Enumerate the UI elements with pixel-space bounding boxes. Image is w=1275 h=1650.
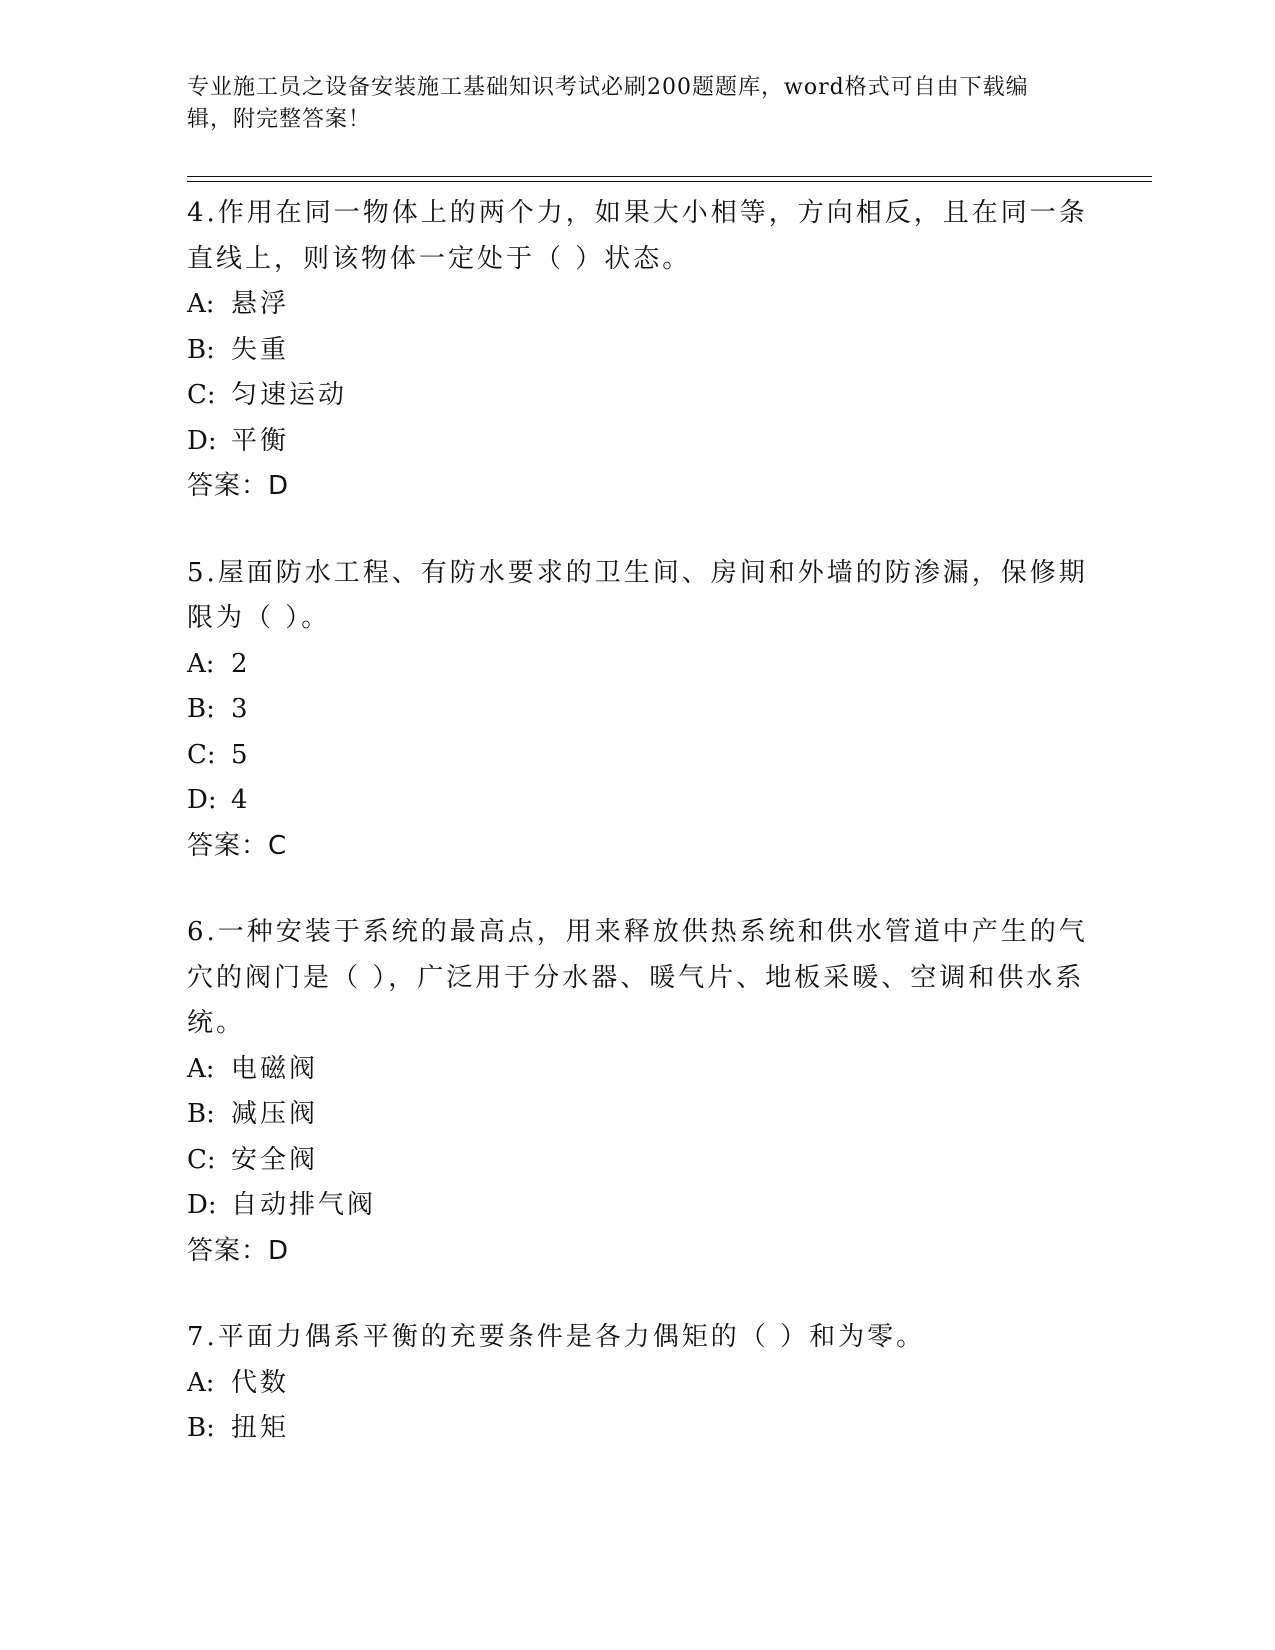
option-a — [187, 1361, 1107, 1407]
option-text: 代数 — [231, 1367, 290, 1398]
option-d — [187, 419, 1107, 465]
answer-line: 答案：C — [187, 830, 288, 861]
option-text: 3 — [231, 694, 251, 724]
question-5 — [187, 550, 1107, 870]
option-text: 悬浮 — [231, 289, 290, 319]
question-4 — [187, 190, 1107, 510]
option-letter: C: — [187, 739, 216, 770]
question-stem: 4.作用在同一物体上的两个力，如果大小相等，方向相反，且在同一条直线上，则该物体一定处于（ ）状态。 — [187, 198, 1088, 274]
question-list — [187, 190, 1107, 1492]
option-letter: B: — [187, 1413, 215, 1443]
option-letter: B: — [187, 334, 215, 365]
header-divider-top — [187, 176, 1152, 177]
option-text: 自动排气阀 — [231, 1190, 377, 1220]
option-d — [187, 1183, 1107, 1229]
question-6 — [187, 909, 1107, 1274]
option-text: 匀速运动 — [231, 380, 348, 410]
option-letter: C: — [187, 380, 216, 410]
question-stem: 7.平面力偶系平衡的充要条件是各力偶矩的（ ）和为零。 — [187, 1322, 926, 1352]
answer-line: 答案：D — [187, 471, 290, 501]
option-c — [187, 373, 1107, 419]
option-letter: A: — [187, 648, 215, 679]
option-letter: D: — [187, 785, 217, 815]
option-c — [187, 733, 1107, 779]
option-a — [187, 642, 1107, 688]
option-d — [187, 778, 1107, 824]
option-text: 失重 — [231, 334, 290, 365]
answer-line: 答案：D — [187, 1235, 290, 1266]
option-letter: A: — [187, 1053, 215, 1084]
option-a — [187, 282, 1107, 328]
option-b — [187, 687, 1107, 733]
option-letter: A: — [187, 1367, 215, 1398]
option-text: 电磁阀 — [231, 1053, 319, 1084]
option-text: 安全阀 — [231, 1144, 319, 1175]
option-letter: C: — [187, 1144, 216, 1175]
document-title: 专业施工员之设备安装施工基础知识考试必刷200题题库，word格式可自由下载编辑，附完整答案！ — [187, 75, 1029, 132]
option-text: 减压阀 — [231, 1099, 319, 1129]
option-text: 平衡 — [231, 425, 290, 456]
option-letter: D: — [187, 1190, 217, 1220]
option-text: 扭矩 — [231, 1413, 290, 1443]
header-divider-bottom — [187, 181, 1152, 182]
option-b — [187, 328, 1107, 374]
question-stem: 5.屋面防水工程、有防水要求的卫生间、房间和外墙的防渗漏，保修期限为（ ）。 — [187, 557, 1088, 633]
option-b — [187, 1406, 1107, 1452]
option-letter: B: — [187, 694, 215, 724]
option-letter: A: — [187, 289, 215, 319]
option-b — [187, 1092, 1107, 1138]
option-a — [187, 1047, 1107, 1093]
question-7 — [187, 1314, 1107, 1452]
option-text: 5 — [231, 739, 251, 770]
option-text: 4 — [231, 785, 251, 815]
option-text: 2 — [231, 648, 251, 679]
option-letter: D: — [187, 425, 217, 456]
question-stem: 6.一种安装于系统的最高点，用来释放供热系统和供水管道中产生的气穴的阀门是（ ），广泛用于分水器、暖气片、地板采暖、空调和供水系统。 — [187, 917, 1088, 1038]
option-letter: B: — [187, 1099, 215, 1129]
option-c — [187, 1138, 1107, 1184]
